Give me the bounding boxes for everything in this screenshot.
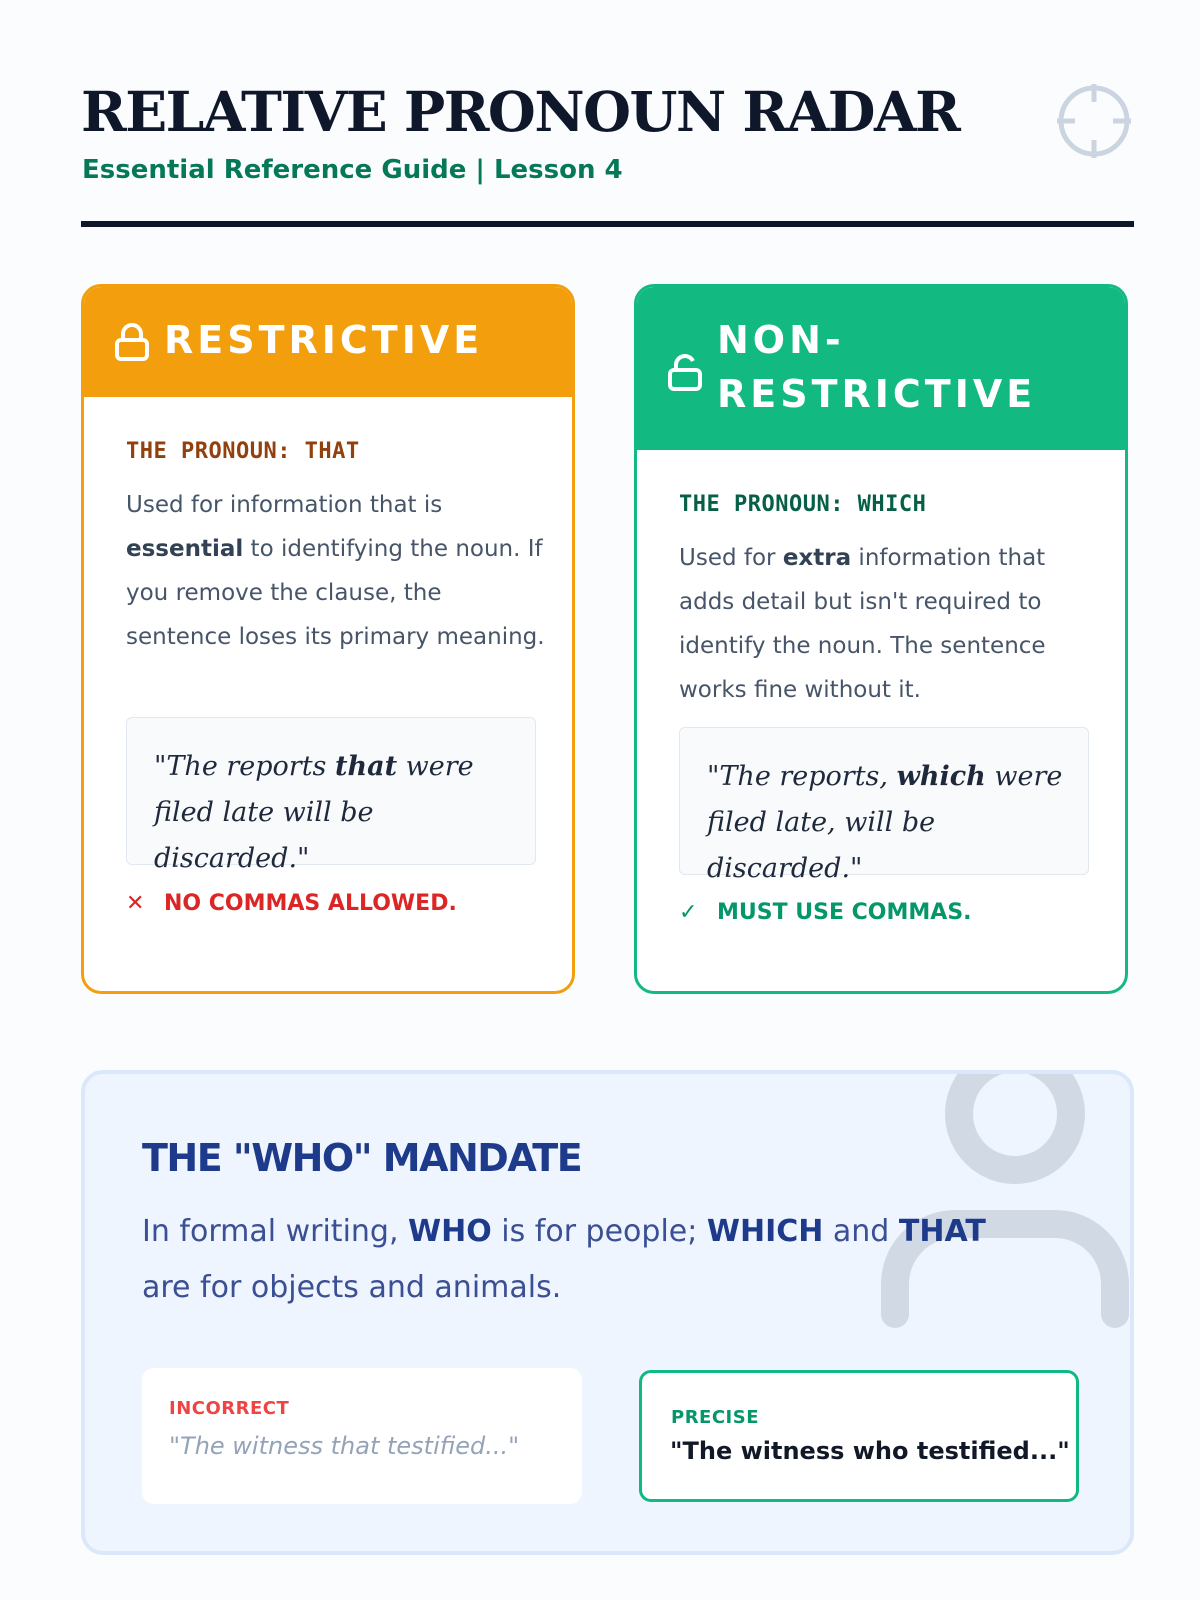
restrictive-heading: RESTRICTIVE: [164, 318, 484, 362]
restrictive-example: "The reports that were filed late will be discarded.": [126, 717, 536, 865]
lock-icon: [114, 323, 150, 361]
nonrestrictive-card: [634, 284, 1128, 994]
nonrestrictive-pronoun: THE PRONOUN: WHICH: [679, 492, 927, 517]
crosshair-icon: [1055, 82, 1133, 160]
page-title: RELATIVE PRONOUN RADAR: [81, 79, 960, 144]
restrictive-card-header: [84, 287, 572, 397]
x-icon: ✕: [126, 891, 145, 916]
nonrestrictive-heading: NON-RESTRICTIVE: [717, 318, 1037, 416]
page-subtitle: Essential Reference Guide | Lesson 4: [82, 155, 623, 185]
precise-example-card: [639, 1370, 1079, 1502]
who-mandate-panel: [81, 1070, 1134, 1555]
header-divider: [81, 221, 1134, 227]
unlock-icon: [667, 353, 703, 391]
restrictive-card: [81, 284, 575, 994]
nonrestrictive-card-header: [637, 287, 1125, 450]
restrictive-comma-rule: ✕ NO COMMAS ALLOWED.: [126, 891, 457, 916]
incorrect-example-card: [142, 1368, 582, 1504]
precise-sentence: "The witness who testified...": [670, 1437, 1070, 1465]
restrictive-pronoun: THE PRONOUN: THAT: [126, 439, 360, 464]
nonrestrictive-example: "The reports, which were filed late, will be discarded.": [679, 727, 1089, 875]
incorrect-label: INCORRECT: [169, 1398, 290, 1419]
nonrestrictive-comma-rule: ✓ MUST USE COMMAS.: [679, 900, 972, 925]
who-mandate-text: In formal writing, WHO is for people; WHICH and THAT are for objects and animals.: [142, 1214, 986, 1305]
incorrect-sentence: "The witness that testified...": [169, 1432, 520, 1460]
check-icon: ✓: [679, 900, 698, 925]
restrictive-description: Used for information that is essential to identifying the noun. If you remove the clause, the sentence loses its primary meaning.: [126, 492, 545, 650]
page: [81, 0, 1134, 1600]
nonrestrictive-description: Used for extra information that adds detail but isn't required to identify the noun. The sentence works fine without it.: [679, 545, 1046, 703]
who-mandate-title: THE "WHO" MANDATE: [142, 1136, 582, 1180]
precise-label: PRECISE: [671, 1407, 760, 1428]
